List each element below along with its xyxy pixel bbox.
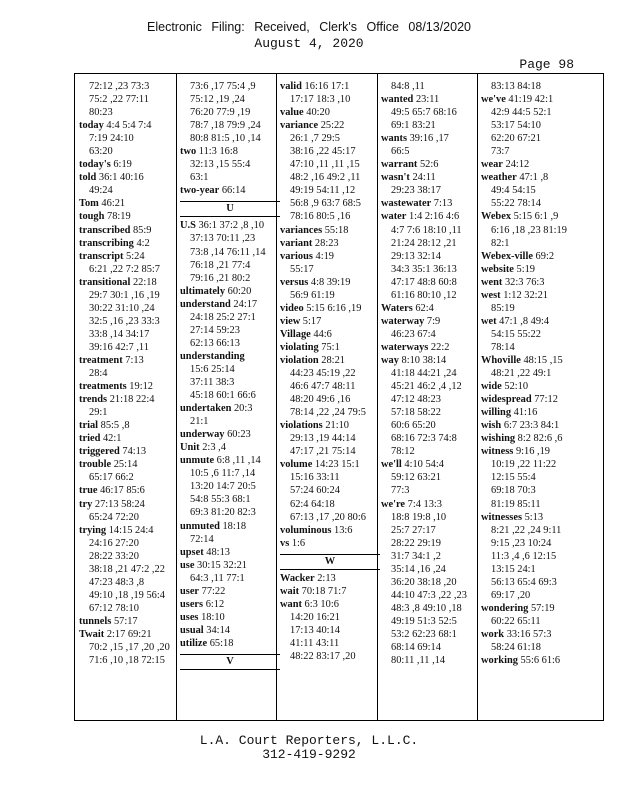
index-entry-continuation: 80:11 ,11 ,14 bbox=[391, 655, 446, 667]
index-entry: understanding bbox=[180, 350, 245, 362]
index-entry-continuation: 28:22 33:20 bbox=[89, 550, 139, 562]
index-entry: Webex-ville 69:2 bbox=[481, 250, 555, 262]
index-entry-continuation: 44:23 45:19 ,22 bbox=[290, 368, 356, 380]
index-entry-continuation: 46:6 47:7 48:11 bbox=[290, 381, 356, 393]
index-entry: utilize 65:18 bbox=[180, 637, 234, 649]
index-entry-continuation: 69:3 81:20 82:3 bbox=[190, 507, 256, 519]
index-entry-continuation: 42:9 44:5 52:1 bbox=[491, 107, 552, 119]
index-column bbox=[381, 80, 481, 720]
index-entry-continuation: 17:17 18:3 ,10 bbox=[290, 94, 351, 106]
index-entry: vs 1:6 bbox=[280, 537, 306, 549]
index-entry-continuation: 85:19 bbox=[491, 302, 515, 314]
index-entry: we're 7:4 13:3 bbox=[381, 498, 442, 510]
index-entry-continuation: 21:24 28:12 ,21 bbox=[391, 237, 457, 249]
index-entry-continuation: 57:24 60:24 bbox=[290, 485, 340, 497]
index-entry: variance 25:22 bbox=[280, 120, 345, 132]
index-entry: work 33:16 57:3 bbox=[481, 628, 552, 640]
index-entry-continuation: 47:17 ,21 75:14 bbox=[290, 446, 356, 458]
index-entry: Village 44:6 bbox=[280, 328, 332, 340]
index-entry: variances 55:18 bbox=[280, 224, 349, 236]
index-entry-continuation: 29:7 30:1 ,16 ,19 bbox=[89, 289, 160, 301]
index-entry: versus 4:8 39:19 bbox=[280, 276, 351, 288]
index-entry: wear 24:12 bbox=[481, 159, 530, 171]
index-entry: ultimately 60:20 bbox=[180, 285, 252, 297]
index-entry-continuation: 47:23 48:3 ,8 bbox=[89, 576, 145, 588]
index-entry: witnesses 5:13 bbox=[481, 511, 544, 523]
index-entry: wait 70:18 71:7 bbox=[280, 585, 347, 597]
index-entry: violating 75:1 bbox=[280, 341, 340, 353]
index-column bbox=[79, 80, 179, 720]
index-entry: waterways 22:2 bbox=[381, 341, 450, 353]
index-entry-continuation: 78:14 ,22 ,24 79:5 bbox=[290, 407, 366, 419]
index-entry: Wacker 2:13 bbox=[280, 572, 336, 584]
index-entry-continuation: 63:20 bbox=[89, 146, 113, 158]
index-entry-continuation: 78:12 bbox=[391, 446, 415, 458]
index-entry-continuation: 38:16 ,22 45:17 bbox=[290, 146, 356, 158]
index-entry-continuation: 34:3 35:1 36:13 bbox=[391, 263, 457, 275]
index-entry: Twait 2:17 69:21 bbox=[79, 628, 152, 640]
index-entry-continuation: 59:12 63:21 bbox=[391, 472, 441, 484]
index-entry-continuation: 30:22 31:10 ,24 bbox=[89, 302, 155, 314]
index-entry-continuation: 21:1 bbox=[190, 416, 209, 428]
index-entry-continuation: 39:16 42:7 ,11 bbox=[89, 341, 149, 353]
index-entry-continuation: 47:10 ,11 ,11 ,15 bbox=[290, 159, 360, 171]
index-entry: usual 34:14 bbox=[180, 624, 230, 636]
index-entry-continuation: 33:8 ,14 34:17 bbox=[89, 328, 150, 340]
index-entry: Unit 2:3 ,4 bbox=[180, 442, 226, 454]
index-entry: uses 18:10 bbox=[180, 611, 225, 623]
index-entry-continuation: 18:8 19:8 ,10 bbox=[391, 511, 447, 523]
index-entry: wanted 23:11 bbox=[381, 94, 440, 106]
index-entry-continuation: 63:1 bbox=[190, 172, 209, 184]
index-entry: told 36:1 40:16 bbox=[79, 172, 144, 184]
index-entry: voluminous 13:6 bbox=[280, 524, 353, 536]
index-entry: undertaken 20:3 bbox=[180, 403, 253, 415]
index-entry-continuation: 69:1 83:21 bbox=[391, 120, 436, 132]
index-entry: trial 85:5 ,8 bbox=[79, 420, 130, 432]
index-entry-continuation: 72:12 ,23 73:3 bbox=[89, 81, 150, 92]
index-entry-continuation: 41:11 43:11 bbox=[290, 637, 340, 649]
index-entry-continuation: 68:16 72:3 74:8 bbox=[391, 433, 457, 445]
index-entry-continuation: 48:2 ,16 49:2 ,11 bbox=[290, 172, 361, 184]
index-entry-continuation: 25:7 27:17 bbox=[391, 524, 436, 536]
index-entry: true 46:17 85:6 bbox=[79, 485, 145, 497]
index-entry-continuation: 45:21 46:2 ,4 ,12 bbox=[391, 381, 462, 393]
index-entry: video 5:15 6:16 ,19 bbox=[280, 302, 362, 314]
index-entry: transcript 5:24 bbox=[79, 250, 145, 262]
index-entry-continuation: 67:12 78:10 bbox=[89, 602, 139, 614]
index-entry: users 6:12 bbox=[180, 598, 225, 610]
index-entry-continuation: 68:14 69:14 bbox=[391, 642, 441, 654]
index-entry-continuation: 78:7 ,18 79:9 ,24 bbox=[190, 120, 261, 132]
index-entry: unmute 6:8 ,11 ,14 bbox=[180, 455, 261, 467]
index-entry: waterway 7:9 bbox=[381, 315, 441, 327]
index-entry: trouble 25:14 bbox=[79, 459, 138, 471]
reporter-company: L.A. Court Reporters, L.L.C. bbox=[199, 733, 419, 748]
index-entry: transcribed 85:9 bbox=[79, 224, 152, 236]
index-entry: transcribing 4:2 bbox=[79, 237, 150, 249]
index-entry-continuation: 28:22 29:19 bbox=[391, 537, 441, 549]
index-entry: Tom 46:21 bbox=[79, 198, 126, 210]
index-entry-continuation: 7:19 24:10 bbox=[89, 133, 134, 145]
index-entry-continuation: 67:13 ,17 ,20 80:6 bbox=[290, 511, 366, 523]
index-entry: trying 14:15 24:4 bbox=[79, 524, 154, 536]
index-entry: today 4:4 5:4 7:4 bbox=[79, 120, 152, 132]
index-entry-continuation: 49:24 bbox=[89, 185, 113, 197]
index-entry-continuation: 26:1 ,7 29:5 bbox=[290, 133, 340, 145]
index-entry-continuation: 45:18 60:1 66:6 bbox=[190, 390, 256, 402]
index-entry-continuation: 62:4 64:18 bbox=[290, 498, 335, 510]
index-entry-continuation: 78:16 80:5 ,16 bbox=[290, 211, 351, 223]
index-entry-continuation: 13:15 24:1 bbox=[491, 563, 536, 575]
index-entry-continuation: 64:3 ,11 77:1 bbox=[190, 572, 245, 584]
index-entry-continuation: 83:13 84:18 bbox=[491, 81, 541, 92]
index-entry: valid 16:16 17:1 bbox=[280, 81, 350, 92]
index-entry-continuation: 36:20 38:18 ,20 bbox=[391, 576, 457, 588]
index-entry-continuation: 53:2 62:23 68:1 bbox=[391, 628, 457, 640]
index-entry: wet 47:1 ,8 49:4 bbox=[481, 315, 550, 327]
index-entry-continuation: 24:16 27:20 bbox=[89, 537, 139, 549]
index-entry: various 4:19 bbox=[280, 250, 334, 262]
index-entry: tunnels 57:17 bbox=[79, 615, 138, 627]
index-entry-continuation: 58:24 61:18 bbox=[491, 642, 541, 654]
index-entry-continuation: 29:13 ,19 44:14 bbox=[290, 433, 356, 445]
index-entry-continuation: 49:19 51:3 52:5 bbox=[391, 615, 457, 627]
index-entry: today's 6:19 bbox=[79, 159, 132, 171]
index-entry: Waters 62:4 bbox=[381, 302, 434, 314]
index-entry: wishing 8:2 82:6 ,6 bbox=[481, 433, 563, 445]
index-entry-continuation: 60:22 65:11 bbox=[491, 615, 541, 627]
index-entry-continuation: 73:7 bbox=[491, 146, 510, 158]
index-entry-continuation: 37:13 70:11 ,23 bbox=[190, 233, 256, 245]
index-entry-continuation: 10:19 ,22 11:22 bbox=[491, 459, 557, 471]
index-entry-continuation: 15:16 33:11 bbox=[290, 472, 340, 484]
hearing-date: August 4, 2020 bbox=[254, 36, 364, 51]
index-entry-continuation: 71:6 ,10 ,18 72:15 bbox=[89, 655, 165, 667]
index-entry: working 55:6 61:6 bbox=[481, 655, 561, 667]
index-entry-continuation: 9:15 ,23 10:24 bbox=[491, 537, 552, 549]
index-entry: violations 21:10 bbox=[280, 420, 350, 432]
index-entry: we'll 4:10 54:4 bbox=[381, 459, 444, 471]
index-entry-continuation: 31:7 34:1 ,2 bbox=[391, 550, 441, 562]
filing-stamp: Electronic Filing: Received, Clerk's Office 08/13/2020 bbox=[147, 20, 471, 34]
index-entry-continuation: 69:17 ,20 bbox=[491, 589, 531, 601]
index-entry: witness 9:16 ,19 bbox=[481, 446, 551, 458]
index-entry-continuation: 56:13 65:4 69:3 bbox=[491, 576, 557, 588]
index-entry-continuation: 35:14 ,16 ,24 bbox=[391, 563, 446, 575]
index-entry-continuation: 70:2 ,15 ,17 ,20 ,20 bbox=[89, 642, 170, 654]
index-entry-continuation: 17:13 40:14 bbox=[290, 624, 340, 636]
index-entry-continuation: 56:8 ,9 63:7 68:5 bbox=[290, 198, 362, 210]
index-letter-heading: U bbox=[180, 201, 280, 217]
index-entry-continuation: 4:7 7:6 18:10 ,11 bbox=[391, 224, 462, 236]
index-entry-continuation: 62:13 66:13 bbox=[190, 337, 240, 349]
index-entry: widespread 77:12 bbox=[481, 394, 558, 406]
index-entry-continuation: 76:18 ,21 77:4 bbox=[190, 259, 251, 271]
index-entry-continuation: 49:19 54:11 ,12 bbox=[290, 185, 356, 197]
index-entry-continuation: 11:3 ,4 ,6 12:15 bbox=[491, 550, 557, 562]
index-entry-continuation: 48:3 ,8 49:10 ,18 bbox=[391, 602, 462, 614]
index-entry-continuation: 28:4 bbox=[89, 368, 108, 380]
index-entry-continuation: 57:18 58:22 bbox=[391, 407, 441, 419]
index-entry-continuation: 82:1 bbox=[491, 237, 510, 249]
index-entry-continuation: 75:2 ,22 77:11 bbox=[89, 94, 149, 106]
index-entry-continuation: 32:5 ,16 ,23 33:3 bbox=[89, 315, 160, 327]
index-entry-continuation: 27:14 59:23 bbox=[190, 324, 240, 336]
index-entry: we've 41:19 42:1 bbox=[481, 94, 554, 106]
index-entry-continuation: 65:17 66:2 bbox=[89, 472, 134, 484]
index-column bbox=[180, 80, 280, 720]
index-entry-continuation: 55:17 bbox=[290, 263, 314, 275]
index-entry-continuation: 44:10 47:3 ,22 ,23 bbox=[391, 589, 467, 601]
index-entry-continuation: 54:8 55:3 68:1 bbox=[190, 494, 251, 506]
index-entry-continuation: 29:23 38:17 bbox=[391, 185, 441, 197]
index-entry-continuation: 54:15 55:22 bbox=[491, 328, 541, 340]
index-entry-continuation: 62:20 67:21 bbox=[491, 133, 541, 145]
index-entry-continuation: 8:21 ,22 ,24 9:11 bbox=[491, 524, 562, 536]
index-entry: treatments 19:12 bbox=[79, 381, 153, 393]
index-entry-continuation: 53:17 54:10 bbox=[491, 120, 541, 132]
index-entry-continuation: 73:6 ,17 75:4 ,9 bbox=[190, 81, 256, 92]
index-entry: wastewater 7:13 bbox=[381, 198, 453, 210]
index-entry-continuation: 12:15 55:4 bbox=[491, 472, 536, 484]
index-entry-continuation: 47:12 48:23 bbox=[391, 394, 441, 406]
index-entry-continuation: 55:22 78:14 bbox=[491, 198, 541, 210]
index-entry-continuation: 13:20 14:7 20:5 bbox=[190, 481, 256, 493]
index-entry-continuation: 14:20 16:21 bbox=[290, 611, 340, 623]
index-entry: water 1:4 2:16 4:6 bbox=[381, 211, 460, 223]
index-entry-continuation: 65:24 72:20 bbox=[89, 511, 139, 523]
index-entry-continuation: 41:18 44:21 ,24 bbox=[391, 368, 457, 380]
index-entry-continuation: 69:18 70:3 bbox=[491, 485, 536, 497]
index-entry: unmuted 18:18 bbox=[180, 520, 247, 532]
index-entry: violation 28:21 bbox=[280, 354, 345, 366]
index-entry-continuation: 78:14 bbox=[491, 341, 515, 353]
index-entry: transitional 22:18 bbox=[79, 276, 157, 288]
index-column bbox=[481, 80, 581, 720]
index-entry-continuation: 48:20 49:6 ,16 bbox=[290, 394, 351, 406]
index-entry-continuation: 15:6 25:14 bbox=[190, 363, 235, 375]
index-entry-continuation: 49:4 54:15 bbox=[491, 185, 536, 197]
index-entry: website 5:19 bbox=[481, 263, 535, 275]
index-entry-continuation: 66:5 bbox=[391, 146, 410, 158]
index-entry-continuation: 29:13 32:14 bbox=[391, 250, 441, 262]
index-entry-continuation: 32:13 ,15 55:4 bbox=[190, 159, 251, 171]
index-entry: two 11:3 16:8 bbox=[180, 146, 238, 158]
index-entry-continuation: 6:21 ,22 7:2 85:7 bbox=[89, 263, 161, 275]
index-entry: user 77:22 bbox=[180, 585, 226, 597]
index-entry-continuation: 49:5 65:7 68:16 bbox=[391, 107, 457, 119]
index-entry-continuation: 49:10 ,18 ,19 56:4 bbox=[89, 589, 165, 601]
index-entry: triggered 74:13 bbox=[79, 446, 147, 458]
index-entry: variant 28:23 bbox=[280, 237, 339, 249]
index-entry: warrant 52:6 bbox=[381, 159, 439, 171]
index-entry-continuation: 47:17 48:8 60:8 bbox=[391, 276, 457, 288]
index-entry: underway 60:23 bbox=[180, 429, 251, 441]
index-entry-continuation: 80:8 81:5 ,10 ,14 bbox=[190, 133, 261, 145]
index-entry: Webex 5:15 6:1 ,9 bbox=[481, 211, 559, 223]
index-column bbox=[280, 80, 380, 720]
index-entry-continuation: 48:22 83:17 ,20 bbox=[290, 650, 356, 662]
index-entry-continuation: 81:19 85:11 bbox=[491, 498, 541, 510]
index-entry-continuation: 6:16 ,18 ,23 81:19 bbox=[491, 224, 567, 236]
index-entry-continuation: 29:1 bbox=[89, 407, 108, 419]
index-entry-continuation: 24:18 25:2 27:1 bbox=[190, 311, 256, 323]
index-entry: want 6:3 10:6 bbox=[280, 598, 339, 610]
index-entry-continuation: 80:23 bbox=[89, 107, 113, 119]
index-entry: tried 42:1 bbox=[79, 433, 122, 445]
index-entry: willing 41:16 bbox=[481, 407, 538, 419]
index-entry: wondering 57:19 bbox=[481, 602, 555, 614]
index-entry: try 27:13 58:24 bbox=[79, 498, 145, 510]
index-entry: understand 24:17 bbox=[180, 298, 258, 310]
index-entry: way 8:10 38:14 bbox=[381, 354, 447, 366]
index-entry-continuation: 60:6 65:20 bbox=[391, 420, 436, 432]
index-entry-continuation: 79:16 ,21 80:2 bbox=[190, 272, 251, 284]
index-letter-heading: W bbox=[280, 554, 380, 570]
index-entry-continuation: 77:3 bbox=[391, 485, 410, 497]
index-entry-continuation: 73:8 ,14 76:11 ,14 bbox=[190, 246, 266, 258]
index-entry: Whoville 48:15 ,15 bbox=[481, 354, 563, 366]
index-entry-continuation: 10:5 ,6 11:7 ,14 bbox=[190, 468, 256, 480]
index-entry-continuation: 72:14 bbox=[190, 533, 214, 545]
index-entry: view 5:17 bbox=[280, 315, 322, 327]
index-entry-continuation: 46:23 67:4 bbox=[391, 328, 436, 340]
index-entry-continuation: 56:9 61:19 bbox=[290, 289, 335, 301]
index-entry: weather 47:1 ,8 bbox=[481, 172, 549, 184]
index-letter-heading: V bbox=[180, 654, 280, 670]
index-entry: value 40:20 bbox=[280, 107, 330, 119]
index-entry: trends 21:18 22:4 bbox=[79, 394, 155, 406]
index-entry: went 32:3 76:3 bbox=[481, 276, 545, 288]
index-entry-continuation: 48:21 ,22 49:1 bbox=[491, 368, 552, 380]
index-entry: U.S 36:1 37:2 ,8 ,10 bbox=[180, 220, 265, 232]
index-entry: wish 6:7 23:3 84:1 bbox=[481, 420, 560, 432]
index-entry: tough 78:19 bbox=[79, 211, 131, 223]
index-entry: volume 14:23 15:1 bbox=[280, 459, 360, 471]
index-entry-continuation: 38:18 ,21 47:2 ,22 bbox=[89, 563, 165, 575]
index-entry: wide 52:10 bbox=[481, 381, 529, 393]
index-entry: two-year 66:14 bbox=[180, 185, 246, 197]
index-entry-continuation: 76:20 77:9 ,19 bbox=[190, 107, 251, 119]
index-entry-continuation: 84:8 ,11 bbox=[391, 81, 425, 92]
reporter-phone: 312-419-9292 bbox=[262, 747, 356, 762]
index-entry: upset 48:13 bbox=[180, 546, 230, 558]
page-number: Page 98 bbox=[519, 57, 574, 72]
index-entry: use 30:15 32:21 bbox=[180, 559, 247, 571]
index-entry: wasn't 24:11 bbox=[381, 172, 436, 184]
index-entry-continuation: 37:11 38:3 bbox=[190, 376, 235, 388]
index-entry: treatment 7:13 bbox=[79, 354, 144, 366]
index-entry: wants 39:16 ,17 bbox=[381, 133, 449, 145]
index-entry-continuation: 75:12 ,19 ,24 bbox=[190, 94, 245, 106]
index-entry: west 1:12 32:21 bbox=[481, 289, 548, 301]
index-entry-continuation: 61:16 80:10 ,12 bbox=[391, 289, 457, 301]
